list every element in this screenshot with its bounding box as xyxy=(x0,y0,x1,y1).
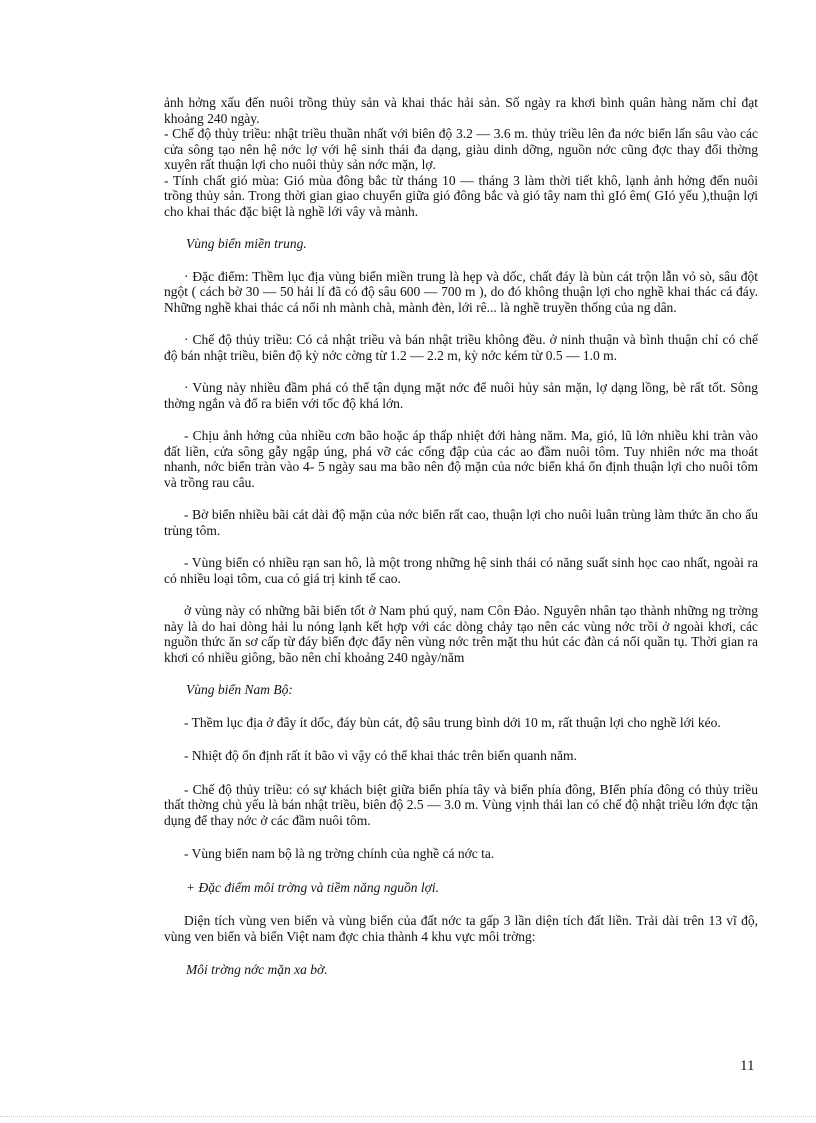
heading-central-sea: Vùng biển miền trung. xyxy=(186,236,307,251)
page-body xyxy=(164,95,758,978)
page-bottom-divider xyxy=(0,1116,816,1117)
heading-offshore-saltwater: Môi trờng nớc mặn xa bờ. xyxy=(186,962,328,977)
paragraph-central-storms: - Chịu ảnh hởng của nhiều cơn bão hoặc áp thấp nhiệt đới hàng năm. Ma, gió, lũ lớn nhiều khi tràn vào đất liền, cửa sông gẫy ngập úng, phá vỡ các cống đập của các ao đầm nuôi tôm. Tuy nhiên nớc ma thoát nhanh, nớc biển tràn vào 4- 5 ngày sau ma bão nên độ mặn của nớc biển khá ổn định thuận lợi cho nuôi tôm và trồng rau câu. xyxy=(164,428,758,490)
paragraph-central-fishing-grounds: ở vùng này có những bãi biển tốt ở Nam phú quý, nam Côn Đảo. Nguyên nhân tạo thành những ng trờng này là do hai dòng hải lu nóng lạnh kết hợp với các dòng chảy tạo nên các vùng nớc trồi ở ngoài khơi, các nguồn thức ăn sơ cấp từ đáy biển đợc đẩy nên vùng nớc trên mặt thu hút các đàn cá nổi quần tụ. Thời gian ra khơi có nhiều giông, bão nên chỉ khoảng 240 ngày/năm xyxy=(164,603,758,665)
paragraph-north-monsoon: - Tính chất gió mùa: Gió mùa đông bắc từ tháng 10 — tháng 3 làm thời tiết khô, lạnh ảnh hởng đến nuôi trồng thủy sản. Trong thời gian giao chuyển giữa gió đông bắc và gió tây nam thì gIó êm( GIó yếu ),thuận lợi cho khai thác đặc biệt là nghề lới vây và mành. xyxy=(164,172,758,219)
paragraph-central-tide: · Chế độ thủy triều: Có cả nhật triều và bán nhật triều không đều. ở ninh thuận và bình thuận chỉ có chế độ bán nhật triều, biên độ kỳ nớc cờng từ 1.2 — 2.2 m, kỳ nớc kém từ 0.5 — 1.0 m. xyxy=(164,332,758,363)
heading-southern-sea: Vùng biển Nam Bộ: xyxy=(186,682,293,697)
paragraph-fishing-days: ảnh hởng xấu đến nuôi trồng thủy sản và khai thác hải sản. Số ngày ra khơi bình quân hàng năm chỉ đạt khoảng 240 ngày. xyxy=(164,95,758,126)
paragraph-north-tide: - Chế độ thủy triều: nhật triều thuần nhất với biên độ 3.2 — 3.6 m. thủy triều lên đa nớc biển lấn sâu vào các cửa sông tạo nên hệ nớc lợ với hệ sinh thái đa dạng, giàu dinh dỡng, nguồn nớc cũng đợc thay đổi thờng xuyên rất thuận lợi cho nuôi thủy sản nớc mặn, lợ. xyxy=(164,126,758,172)
paragraph-central-beaches: - Bờ biển nhiều bãi cát dài độ mặn của nớc biển rất cao, thuận lợi cho nuôi luân trùng làm thức ăn cho ấu trùng tôm. xyxy=(164,507,758,538)
heading-environment-resources: + Đặc điểm môi trờng và tiềm năng nguồn lợi. xyxy=(186,879,439,895)
paragraph-south-shelf: - Thềm lục địa ở đây ít dốc, đáy bùn cát, độ sâu trung bình dới 10 m, rất thuận lợi cho nghề lới kéo. xyxy=(184,714,721,730)
paragraph-south-fishing-ground: - Vùng biển nam bộ là ng trờng chính của nghề cá nớc ta. xyxy=(184,846,495,861)
paragraph-central-coral: - Vùng biển có nhiều rạn san hô, là một trong những hệ sinh thái có năng suất sinh học cao nhất, ngoài ra có nhiều loại tôm, cua có giá trị kinh tế cao. xyxy=(164,555,758,586)
paragraph-south-tide: - Chế độ thủy triều: có sự khách biệt giữa biển phía tây và biển phía đông, BIển phía đông có thủy triều thất thờng chủ yếu là bán nhật triều, biên độ 2.5 — 3.0 m. Vùng vịnh thái lan có chế độ nhật triều lớn đợc tận dụng để thay nớc ở các đầm nuôi tôm. xyxy=(164,781,758,828)
paragraph-central-features: · Đặc điểm: Thềm lục địa vùng biển miền trung là hẹp và dốc, chất đáy là bùn cát trộn lẫn vỏ sò, sâu đột ngột ( cách bờ 30 — 50 hải lí đã có độ sâu 600 — 700 m ), do đó không thuận lợi cho nghề khai thác cá đáy. Những nghề khai thác cá nổi nh mành chà, mành đèn, lới rê... là nghề truyền thống của ng dân. xyxy=(164,268,758,315)
page-number: 11 xyxy=(740,1058,755,1074)
paragraph-central-lagoons: · Vùng này nhiều đầm phá có thể tận dụng mặt nớc để nuôi hủy sản mặn, lợ dạng lồng, bè rất tốt. Sông thờng ngắn và đổ ra biển với tốc độ khá lớn. xyxy=(164,380,758,411)
paragraph-coastal-area: Diện tích vùng ven biển và vùng biển của đất nớc ta gấp 3 lần diện tích đất liền. Trải dài trên 13 vĩ độ, vùng ven biển và biển Việt nam đợc chia thành 4 khu vực môi trờng: xyxy=(164,913,758,944)
paragraph-south-temperature: - Nhiệt độ ổn định rất ít bão vì vậy có thể khai thác trên biển quanh năm. xyxy=(184,748,577,763)
